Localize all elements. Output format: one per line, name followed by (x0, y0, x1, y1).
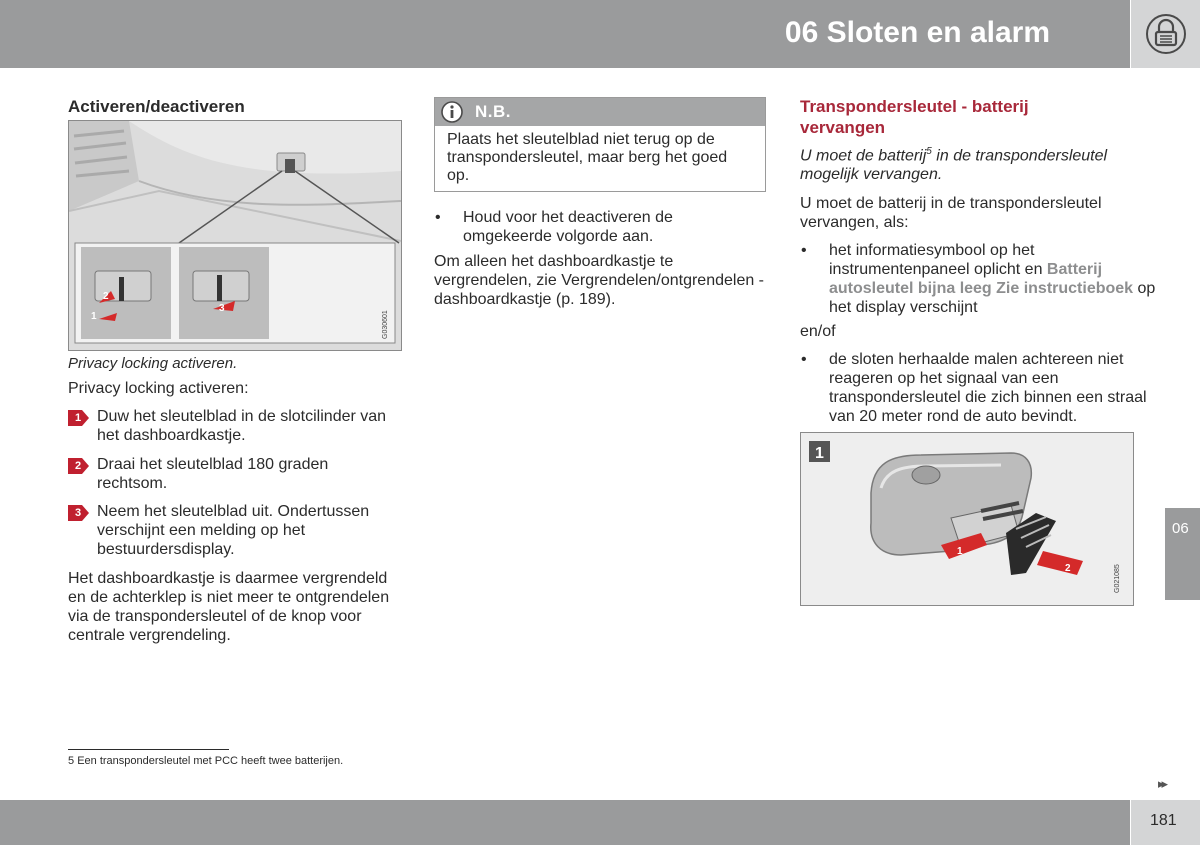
footnote-number: 5 (68, 755, 75, 767)
footnote-text: Een transpondersleutel met PCC heeft twee batterijen. (77, 755, 344, 767)
key-callout-2: 2 (1065, 563, 1071, 574)
callout-3: 3 (219, 303, 225, 314)
step-2-text: Draai het sleutelblad 180 graden rechtsom. (97, 456, 329, 492)
chapter-title: 06 Sloten en alarm (784, 16, 1050, 49)
note-header (435, 98, 765, 126)
figure-caption: Privacy locking activeren. (68, 355, 238, 372)
chapter-side-tab[interactable] (1165, 508, 1200, 600)
step-1 (68, 407, 402, 445)
battery-subtitle: U moet de batterij$^5$ in de transpondersleutel mogelijk vervangen. (800, 146, 1108, 184)
or-text: en/of (800, 323, 836, 340)
step-1-text: Duw het sleutelblad in de slotcilinder van het dashboardkastje. (97, 408, 387, 444)
key-figure-code: G021085 (1114, 564, 1121, 593)
footnote (68, 755, 343, 767)
glovebox-figure (68, 120, 402, 351)
padlock-icon (1145, 14, 1187, 54)
section-heading: Activeren/deactiveren (68, 97, 245, 116)
step-2-icon: 2 (68, 458, 90, 474)
step-1-icon: 1 (68, 410, 90, 426)
battery-intro: U moet de batterij in de transpondersleutel vervangen, als: (800, 195, 1102, 231)
step-3-icon: 3 (68, 505, 90, 521)
step-3 (68, 502, 402, 559)
step-3-text: Neem het sleutelblad uit. Ondertussen verschijnt een melding op het bestuurdersdisplay. (97, 503, 370, 558)
battery-bullet-2: • de sloten herhaalde malen achtereen niet reageren op het signaal van een transpondersleutel die zich binnen een straal van 20 meter rond de auto bevindt. (801, 351, 1147, 425)
closing-paragraph: Het dashboardkastje is daarmee vergrendeld en de achterklep is niet meer te ontgrendelen via de transpondersleutel of de knop voor centrale vergrendeling. (68, 570, 390, 644)
deactivate-text: Houd voor het deactiveren de omgekeerde volgorde aan. (463, 209, 673, 245)
note-label: N.B. (475, 102, 511, 121)
footnote-ref: 5 (926, 146, 932, 157)
glovebox-illustration (69, 121, 401, 350)
footnote-divider (68, 749, 229, 750)
chapter-icon-box (1131, 0, 1200, 68)
key-figure (800, 432, 1134, 606)
callout-1: 1 (91, 311, 97, 322)
side-tab-label: 06 (1172, 520, 1189, 537)
info-icon (440, 101, 464, 125)
figure-label: 1 (815, 445, 824, 462)
footer-bar (0, 800, 1130, 845)
display-message: Batterij autosleutel bijna leeg Zie instructieboek (829, 261, 1134, 297)
note-box (434, 97, 766, 192)
callout-2: 2 (103, 291, 109, 302)
header-bar (0, 0, 1130, 68)
battery-heading: Transpondersleutel - batterij vervangen (800, 97, 1029, 137)
steps-intro: Privacy locking activeren: (68, 380, 249, 397)
figure-code: G030601 (382, 310, 389, 339)
battery-bullet-1: • het informatiesymbool op het instrumentenpaneel oplicht en Batterij autosleutel bijna leeg Zie instructieboek op het display verschijnt (801, 242, 1156, 316)
note-text: Plaats het sleutelblad niet terug op de transpondersleutel, maar berg het goed op. (447, 131, 728, 184)
glovebox-reference: Om alleen het dashboardkastje te vergrendelen, zie Vergrendelen/ontgrendelen - dashboardkastje (p. 189). (434, 253, 765, 308)
page-number: 181 (1150, 812, 1177, 829)
step-2 (68, 455, 367, 493)
double-arrow-right-icon[interactable]: ▸▸ (1158, 776, 1166, 791)
deactivate-bullet: • Houd voor het deactiveren de omgekeerde volgorde aan. (435, 209, 673, 245)
key-callout-1: 1 (957, 546, 963, 557)
key-illustration (801, 433, 1133, 605)
